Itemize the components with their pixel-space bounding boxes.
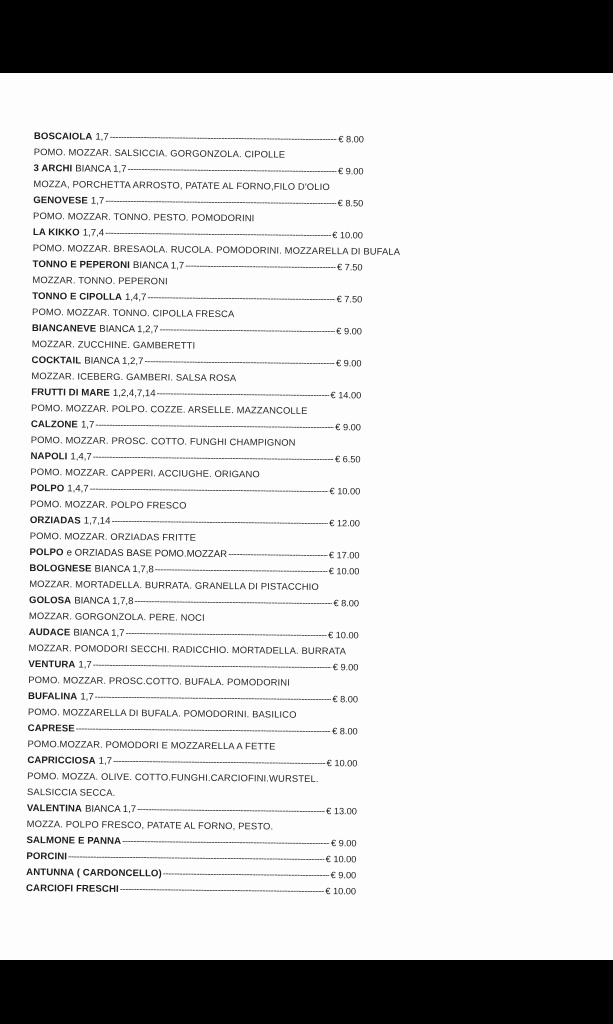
item-allergens: BIANCA 1,7 (75, 163, 127, 175)
item-price: € 8.00 (332, 694, 359, 705)
item-description: MOZZAR. GORGONZOLA. PERE. NOCI (28, 609, 205, 623)
item-allergens: BIANCA 1,2,7 (84, 355, 144, 368)
item-name: CAPRESE (27, 722, 75, 735)
item-allergens: 1,2,4,7,14 (112, 387, 156, 400)
item-description: POMO. MOZZAR. POLPO. COZZE. ARSELLE. MAZZANCOLLE (31, 401, 308, 416)
item-allergens: BIANCA 1,7,8 (74, 595, 134, 608)
item-name: BOSCAIOLA (33, 130, 93, 143)
item-name: GENOVESE (33, 194, 88, 207)
item-description: POMO. MOZZAR. CAPPERI. ACCIUGHE. ORIGANO (30, 465, 260, 480)
item-name: BIANCANEVE (31, 322, 97, 335)
item-description: MOZZAR. ZUCCHINE. GAMBERETTI (31, 337, 196, 351)
pizza-menu-list (26, 128, 409, 900)
dot-leader (185, 259, 336, 277)
item-allergens: 1,7 (90, 195, 105, 207)
item-description: POMO. MOZZAR. SALSICCIA. GORGONZOLA. CIPOLLE (33, 145, 286, 160)
item-price: € 9.00 (335, 422, 361, 433)
item-name: TONNO E PEPERONI (32, 258, 131, 272)
item-price: € 10.00 (325, 854, 357, 865)
item-name: AUDACE (28, 626, 71, 639)
item-allergens: e ORZIADAS BASE POMO.MOZZAR (66, 547, 228, 561)
item-price: € 8.00 (338, 134, 364, 145)
item-description: POMO. MOZZAR. POLPO FRESCO (30, 497, 187, 511)
item-allergens: 1,7 (98, 755, 113, 767)
item-price: € 9.00 (336, 326, 362, 337)
item-name: BUFALINA (27, 690, 78, 703)
item-name: CALZONE (30, 418, 79, 431)
item-allergens: BIANCA 1,2,7 (99, 323, 159, 336)
item-allergens: BIANCA 1,7,8 (94, 563, 154, 576)
item-description: POMO. MOZZA. OLIVE. COTTO.FUNGHI.CARCIOFINI.WURSTEL. (27, 769, 319, 785)
item-name: GOLOSA (28, 594, 72, 607)
item-name: FRUTTI DI MARE (31, 386, 110, 399)
item-description: POMO. MOZZAR. ORZIADAS FRITTE (29, 529, 197, 543)
item-price: € 10.00 (326, 758, 358, 769)
item-name: TONNO E CIPOLLA (32, 290, 123, 303)
item-price: € 7.50 (336, 262, 363, 273)
item-price: € 13.00 (326, 806, 357, 817)
item-description: POMO. MOZZAR. TONNO. CIPOLLA FRESCA (32, 305, 235, 320)
item-name: NAPOLI (30, 450, 68, 463)
item-price: € 7.50 (336, 294, 363, 305)
item-name: VENTURA (28, 658, 76, 671)
item-description: MOZZAR. ICEBERG. GAMBERI. SALSA ROSA (31, 369, 237, 384)
item-allergens: BIANCA 1,7 (84, 803, 137, 816)
item-description: MOZZAR. MORTADELLA. BURRATA. GRANELLA DI PISTACCHIO (29, 577, 319, 593)
item-description: MOZZA, PORCHETTA ARROSTO, PATATE AL FORNO,FILO D'OLIO (33, 177, 330, 193)
item-allergens: 1,7 (95, 131, 109, 143)
item-allergens: 1,4,7 (124, 291, 147, 304)
item-name: 3 ARCHI (33, 162, 73, 175)
item-price: € 9.00 (332, 662, 359, 673)
item-description: POMO. MOZZAR. PROSC. COTTO. FUNGHI CHAMPIGNON (30, 433, 296, 448)
item-price: € 8.00 (333, 598, 360, 609)
item-allergens: 1,7 (80, 691, 94, 703)
item-name: COCKTAIL (31, 354, 82, 367)
menu-page (0, 73, 613, 960)
item-description: POMO. MOZZAR. BRESAOLA. RUCOLA. POMODORINI. MOZZARELLA DI BUFALA (32, 241, 401, 257)
item-description: MOZZAR. TONNO. PEPERONI (32, 273, 168, 287)
item-name: CAPRICCIOSA (27, 754, 96, 767)
item-description: POMO. MOZZARELLA DI BUFALA. POMODORINI. BASILICO (27, 705, 297, 720)
item-price: € 9.00 (330, 838, 357, 849)
item-allergens: 1,7 (78, 659, 92, 671)
item-price: € 9.00 (330, 870, 357, 881)
item-description: MOZZAR. POMODORI SECCHI. RADICCHIO. MORTADELLA. BURRATA (28, 641, 347, 657)
item-name: POLPO (29, 546, 64, 559)
item-price: € 8.00 (332, 726, 358, 737)
item-price: € 10.00 (327, 630, 359, 641)
item-price: € 8.50 (337, 198, 364, 209)
item-price: € 10.00 (325, 886, 357, 897)
item-allergens: BIANCA 1,7 (132, 260, 185, 272)
item-name: SALMONE E PANNA (26, 834, 122, 847)
item-allergens: 1,7,14 (83, 515, 111, 527)
item-allergens: 1,7 (80, 419, 95, 431)
item-description: SALSICCIA SECCA. (26, 785, 116, 798)
dot-leader (228, 547, 328, 564)
item-allergens: 1,7,4 (82, 227, 105, 239)
item-name: ANTUNNA ( CARDONCELLO) (26, 866, 162, 880)
item-description: MOZZA. POLPO FRESCO, PATATE AL FORNO, PESTO. (26, 817, 274, 832)
item-price: € 17.00 (328, 550, 360, 561)
item-price: € 10.00 (329, 486, 361, 497)
item-name: CARCIOFI FRESCHI (25, 882, 119, 895)
item-price: € 14.00 (330, 390, 362, 401)
item-description: POMO. MOZZAR. TONNO. PESTO. POMODORINI (33, 209, 255, 224)
item-price: € 10.00 (332, 230, 363, 241)
item-allergens: BIANCA 1,7 (73, 627, 125, 639)
item-price: € 9.00 (337, 166, 364, 177)
item-allergens: 1,4,7 (70, 451, 92, 463)
item-name: BOLOGNESE (29, 562, 92, 575)
item-name: LA KIKKO (32, 226, 80, 239)
item-name: PORCINI (26, 850, 68, 863)
item-name: ORZIADAS (29, 514, 81, 527)
item-price: € 9.00 (335, 358, 362, 369)
item-allergens: 1,4,7 (67, 483, 89, 495)
item-price: € 6.50 (334, 454, 361, 465)
item-name: POLPO (30, 482, 65, 495)
item-description: POMO.MOZZAR. POMODORI E MOZZARELLA A FETTE (27, 737, 276, 752)
dot-leader (163, 866, 330, 884)
item-description: POMO. MOZZAR. PROSC.COTTO. BUFALA. POMODORINI (28, 673, 291, 688)
dot-leader (120, 882, 325, 900)
item-price: € 12.00 (329, 518, 360, 529)
item-price: € 10.00 (328, 566, 360, 577)
item-name: VALENTINA (26, 802, 83, 815)
